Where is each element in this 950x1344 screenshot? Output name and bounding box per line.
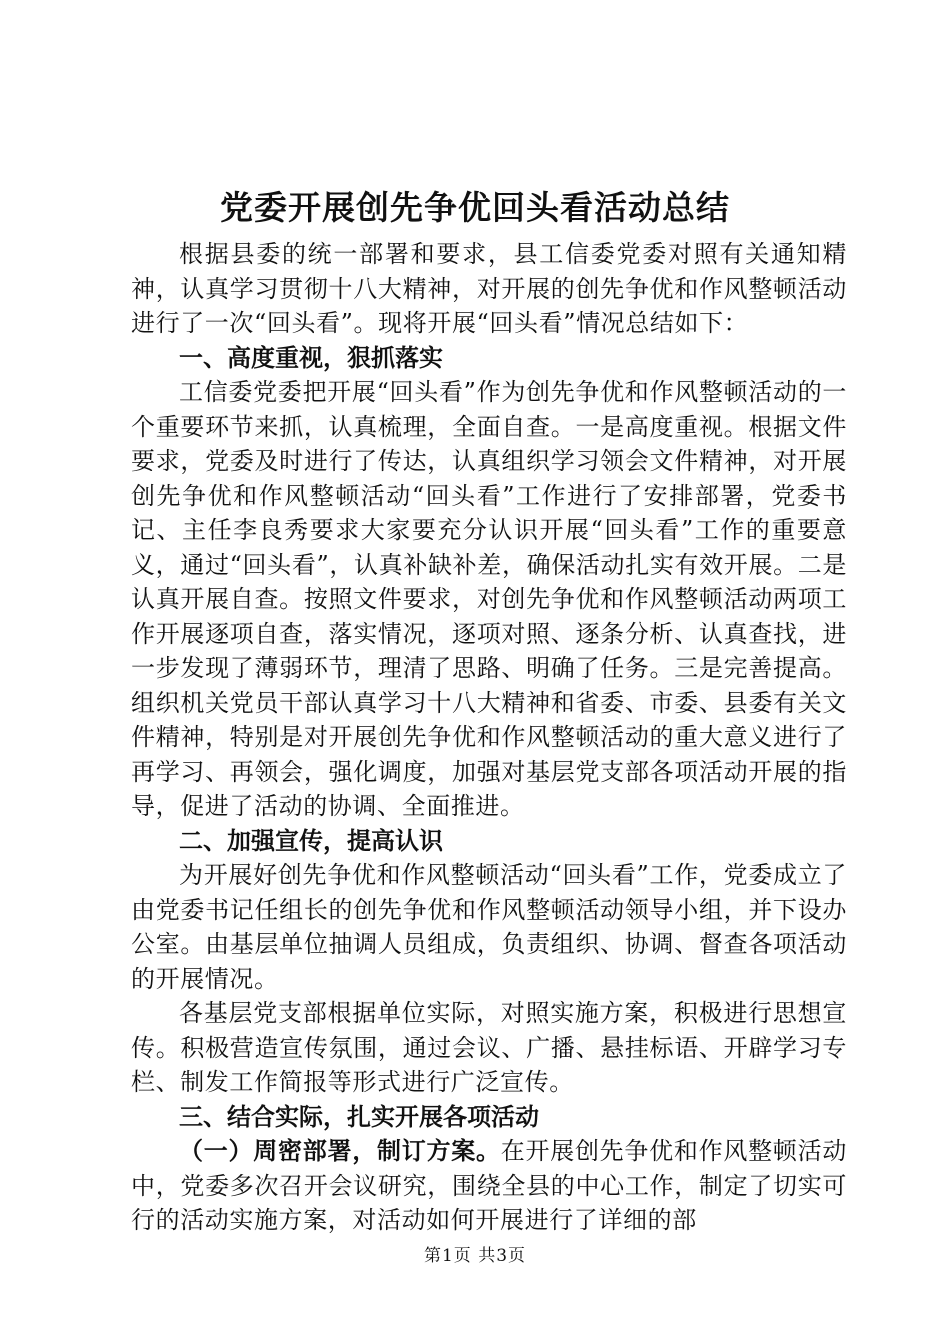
section-heading-3: 三、结合实际，扎实开展各项活动 [179,1102,539,1131]
section-1-paragraph: 工信委党委把开展“回头看”作为创先争优和作风整顿活动的一个重要环节来抓，认真梳理，全面自查。一是高度重视。根据文件要求，党委及时进行了传达，认真组织学习领会文件精神，对开展创先争优和作风整顿活动“回头看”工作进行了安排部署，党委书记、主任李良秀要求大家要充分认识开展“回头看”工作的重要意义，通过“回头看”，认真补缺补差，确保活动扎实有效开展。二是认真开展自查。按照文件要求，对创先争优和作风整顿活动两项工作开展逐项自查，落实情况，逐项对照、逐条分析、认真查找，进一步发现了薄弱环节，理清了思路、明确了任务。三是完善提高。组织机关党员干部认真学习十八大精神和省委、市委、县委有关文件精神，特别是对开展创先争优和作风整顿活动的重大意义进行了再学习、再领会，强化调度，加强对基层党支部各项活动开展的指导，促进了活动的协调、全面推进。 [131,378,847,820]
section-2-paragraph-2: 各基层党支部根据单位实际，对照实施方案，积极进行思想宣传。积极营造宣传氛围，通过会议、广播、悬挂标语、开辟学习专栏、制发工作简报等形式进行广泛宣传。 [131,999,847,1096]
subsection-lead: （一）周密部署，制订方案。 [179,1137,501,1165]
section-3-paragraph-1 [131,1134,847,1238]
document-title: 党委开展创先争优回头看活动总结 [220,188,730,227]
page-footer: 第1页 共3页 [423,1246,527,1266]
section-heading-2: 二、加强宣传，提高认识 [179,826,443,855]
document-body [131,237,847,1238]
section-2-paragraph-1: 为开展好创先争优和作风整顿活动“回头看”工作，党委成立了由党委书记任组长的创先争优和作风整顿活动领导小组，并下设办公室。由基层单位抽调人员组成，负责组织、协调、督查各项活动的开展情况。 [131,861,847,993]
intro-paragraph: 根据县委的统一部署和要求，县工信委党委对照有关通知精神，认真学习贯彻十八大精神，对开展的创先争优和作风整顿活动进行了一次“回头看”。现将开展“回头看”情况总结如下： [131,240,847,337]
section-heading-1: 一、高度重视，狠抓落实 [179,343,443,372]
subsection-text: 在开展创先争优和作风整顿活动中，党委多次召开会议研究，围绕全县的中心工作，制定了切实可行的活动实施方案，对活动如何开展进行了详细的部 [131,1137,847,1234]
